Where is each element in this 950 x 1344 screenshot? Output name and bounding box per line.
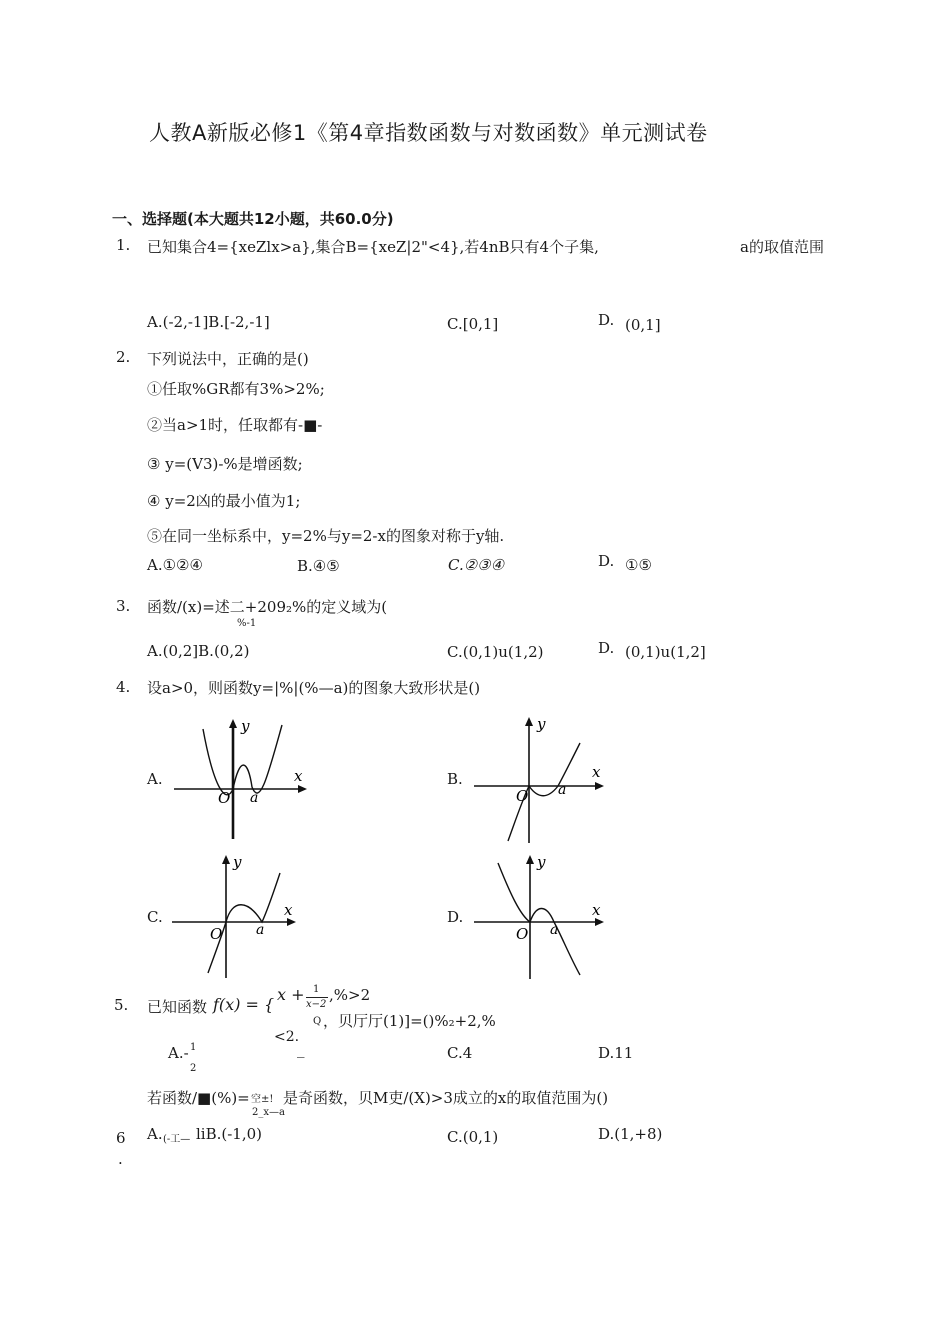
q2-statement-4: ④ y=2凶的最小值为1; [147,492,301,510]
graph-d-y-label: y [537,853,546,871]
q1-option-ab: A.(-2,-1]B.[-2,-1] [147,313,270,331]
graph-a-origin: O [218,789,231,807]
q4-text: 设a>0，则函数y=|%|(%—a)的图象大致形状是() [147,679,481,697]
q5-lead: 已知函数 [147,998,208,1016]
q5-dash: _ [297,1040,305,1058]
graph-b-origin: O [516,787,529,805]
graph-a-a-mark: a [250,790,259,806]
q6-frac-top: 空±! [251,1094,274,1105]
graph-b [472,715,612,845]
graph-b-y-label: y [537,715,546,733]
q5-cond-2: <2. [274,1029,300,1045]
q4-option-d-label: D. [447,908,464,926]
q1-text: 已知集合4={xeZlx>a},集合B={xeZ|2"<4},若4nB只有4个子集, [147,238,599,256]
graph-c-y-arrow [222,855,230,864]
q6-option-a: A. [147,1125,163,1143]
q2-option-c: C.②③④ [448,556,505,574]
q2-text: 下列说法中，正确的是() [147,350,309,368]
graph-d-x-arrow [595,918,604,926]
graph-a-x-label: x [294,767,303,785]
graph-c-x-arrow [287,918,296,926]
q5-number: 5. [114,996,129,1014]
graph-c-y-label: y [233,853,242,871]
q6-text: 若函数/■(%)= [147,1089,250,1107]
q3-option-d: (0,1)u(1,2] [625,643,706,661]
q3-number: 3. [116,597,131,615]
graph-a-y-arrow [229,719,237,728]
q2-number: 2. [116,348,131,366]
q1-option-d-label: D. [598,311,615,329]
q3-option-ab: A.(0,2]B.(0,2) [147,642,250,660]
page-title: 人教A新版必修1《第4章指数函数与对数函数》单元测试卷 [149,121,708,145]
q5-piece-1: x + [277,985,305,1004]
q6-option-ab: liB.(-1,0) [196,1125,263,1143]
q5-function: f(x) = { [213,995,275,1014]
graph-c-x-label: x [284,901,293,919]
graph-a-x-arrow [298,785,307,793]
q5-frac-bar [306,997,328,998]
q5-mid-text: ，贝厅厅(1)]=()%₂+2,% [323,1012,496,1030]
q6-number: 6 [116,1129,126,1147]
graph-c-a-mark: a [256,922,265,938]
q2-option-d: ①⑤ [625,556,652,574]
q5-small-q: Q [313,1016,322,1027]
graph-b-x-arrow [595,782,604,790]
q6-option-c: C.(0,1) [447,1128,499,1146]
q4-option-c-label: C. [147,908,163,926]
graph-d [472,853,612,981]
q5-option-a-sup: 1 [190,1042,197,1053]
q6-text-2: 是奇函数，贝M吏/(X)>3成立的x的取值范围为() [283,1089,609,1107]
q2-option-d-label: D. [598,552,615,570]
graph-d-curve [498,863,580,975]
graph-a-y-label: y [241,717,250,735]
q5-option-d: D.11 [598,1044,634,1062]
graph-b-y-arrow [525,717,533,726]
q1-text-tail: a的取值范围 [740,238,824,256]
graph-b-a-mark: a [558,782,567,798]
q6-number-dot: . [118,1150,123,1168]
q3-subscript: %-1 [237,618,257,629]
q3-text: 函数/(x)=述二+209₂%的定义域为( [147,598,388,616]
graph-d-origin: O [516,925,529,943]
graph-b-x-label: x [592,763,601,781]
q5-frac-num: 1 [313,984,320,995]
q6-option-d: D.(1,+8) [598,1125,663,1143]
graph-a [170,715,310,843]
graph-c [170,853,300,981]
graph-d-y-arrow [526,855,534,864]
q5-option-a: A.- [168,1044,189,1062]
q5-option-c: C.4 [447,1044,473,1062]
q3-option-c: C.(0,1)u(1,2) [447,643,544,661]
q2-statement-3: ③ y=(V3)-%是增函数; [147,455,303,473]
graph-d-x-label: x [592,901,601,919]
q4-option-b-label: B. [447,770,463,788]
q6-frac-bottom: 2_x—a [252,1107,285,1118]
q2-statement-1: ①任取%GR都有3%>2%; [147,380,325,398]
q3-option-d-label: D. [598,639,615,657]
section-heading: 一、选择题(本大题共12小题，共60.0分) [112,210,394,228]
graph-a-curve [203,725,282,795]
q4-option-a-label: A. [147,770,163,788]
q6-option-a-small: (-工— [163,1134,191,1145]
graph-c-curve [208,873,280,973]
q1-option-d: (0,1] [625,316,661,334]
graph-c-origin: O [210,925,223,943]
q2-statement-5: ⑤在同一坐标系中，y=2%与y=2-x的图象对称于y轴. [147,527,505,545]
q5-frac-den: x−2 [306,999,327,1010]
q1-number: 1. [116,236,131,254]
q2-option-b: B.④⑤ [297,557,340,575]
q2-statement-2: ②当a>1时，任取都有-■- [147,416,323,434]
q4-number: 4. [116,678,131,696]
graph-d-a-mark: a [550,922,559,938]
q5-option-a-sub: 2 [190,1063,197,1074]
q1-option-c: C.[0,1] [447,315,499,333]
q2-option-a: A.①②④ [147,556,203,574]
q5-cond-1: ,%>2 [329,986,371,1004]
